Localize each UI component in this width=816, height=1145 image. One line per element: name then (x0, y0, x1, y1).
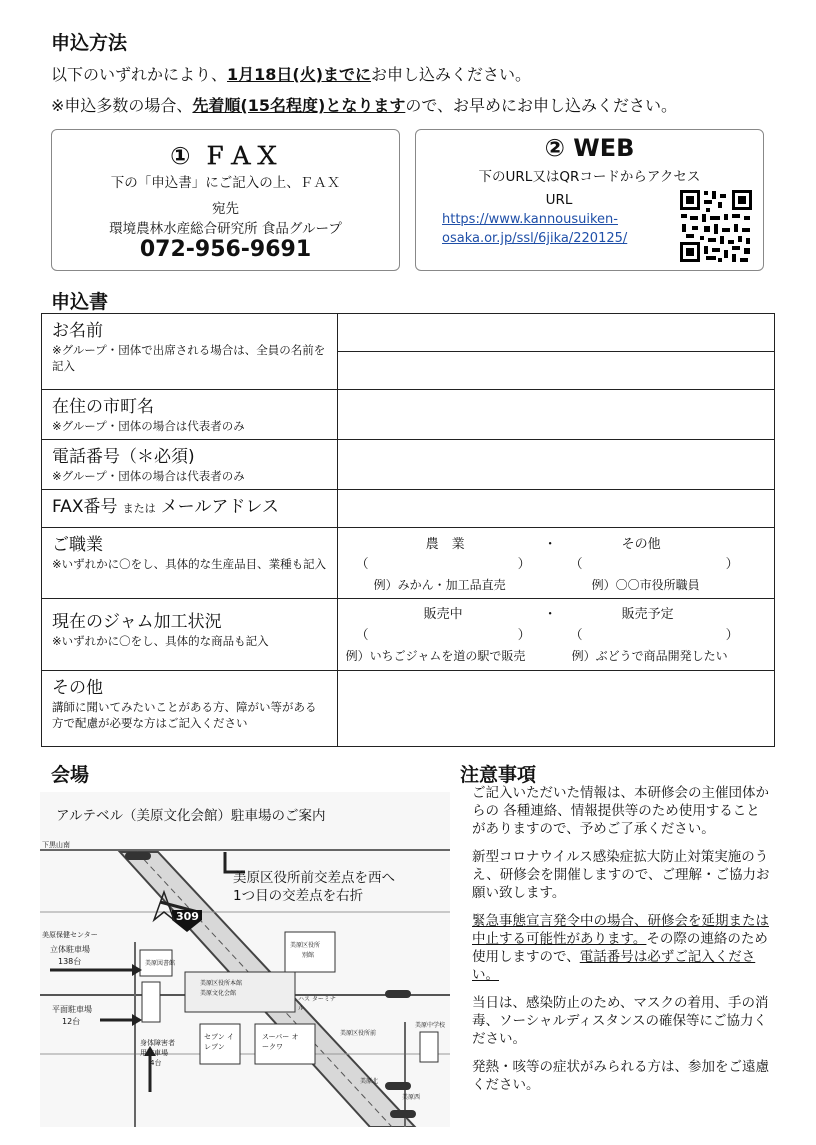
jam-example-2: 例）ぶどうで商品開発したい (571, 649, 728, 663)
note-3-mid: その際の連絡のため使用しますので、 (472, 931, 768, 965)
fax-number: 072-956-9691 (139, 237, 312, 262)
jam-opt-dot: ・ (543, 607, 557, 622)
map-label-d: 138台 (58, 957, 82, 966)
job-paren-open-2: （ (569, 557, 583, 572)
fax-desc: 下の「申込書」にご記入の上、ＦＡＸ (110, 175, 341, 191)
name-divider (338, 351, 774, 352)
map-label-j: ハス ターミナル (298, 996, 336, 1012)
venue-map (40, 792, 450, 1127)
map-label-f: 美原区役所 (290, 942, 321, 949)
other-label: その他 (52, 678, 103, 698)
job-paren-close-1: ） (517, 557, 531, 572)
name-label-cell (42, 314, 338, 390)
map-label-n: 用駐車場 (140, 1049, 168, 1057)
name-label: お名前 (52, 321, 103, 341)
faxmail-label-c: メールアドレス (160, 497, 279, 517)
map-label-c: 立体駐車場 (50, 945, 90, 954)
map-title: アルテベル（美原文化会館）駐車場のご案内 (56, 808, 326, 824)
other-note: 講師に聞いてみたいことがある方、障がい等がある方で配慮が必要な方はご記入ください (52, 700, 317, 730)
capacity-bold: 先着順(15名程度)となります (192, 96, 406, 115)
notes-list (472, 784, 772, 1104)
application-form (41, 313, 775, 747)
phone-label: 電話番号（＊必須) (52, 447, 195, 467)
map-label-e: 美原図書館 (145, 960, 176, 967)
map-label-q: スーパー オークワ (262, 1033, 299, 1051)
faxmail-input-cell[interactable] (337, 490, 774, 528)
phone-input-cell[interactable] (337, 440, 774, 490)
url-label: URL (545, 192, 573, 208)
jam-opt-planned[interactable]: 販売予定 (621, 607, 674, 622)
note-2: 新型コロナウイルス感染症拡大防止対策実施のうえ、研修会を開催しますので、ご理解・ご協力お願い致します。 (472, 849, 770, 901)
map-label-l: 12台 (62, 1017, 81, 1026)
map-label-h: 美原区役所本館 (200, 980, 243, 987)
fax-to-label: 宛先 (212, 201, 239, 217)
note-3-underline-2: 電話番号は必ずご記入ください。 (472, 949, 756, 983)
name-input-cell[interactable] (337, 314, 774, 390)
deadline-line (51, 62, 531, 85)
map-label-r: 美原区役所前 (340, 1030, 377, 1037)
phone-note: ※グループ・団体の場合は代表者のみ (52, 469, 245, 483)
map-label-u: 美原西 (402, 1094, 421, 1101)
map-label-s: 美原中学校 (415, 1022, 446, 1029)
note-4: 当日は、感染防止のため、マスクの着用、手の消毒、ソーシャルディスタンスの確保等にご協力ください。 (472, 995, 769, 1047)
method-heading: 申込方法 (51, 32, 128, 54)
map-label-t: 美原北 (360, 1078, 379, 1085)
city-input-cell[interactable] (337, 390, 774, 440)
faxmail-label-a: FAX番号 (52, 497, 118, 517)
faxmail-label-b: または (122, 502, 156, 515)
job-example-1: 例）みかん・加工品直売 (373, 578, 506, 592)
city-label: 在住の市町名 (52, 397, 154, 417)
job-opt-farming[interactable]: 農 業 (425, 537, 465, 552)
note-3-underline-1: 緊急事態宣言発令中の場合、研修会を延期または中止する可能性があります。 (472, 913, 769, 947)
phone-label-cell (42, 440, 338, 490)
other-label-cell (42, 671, 338, 747)
city-label-cell (42, 390, 338, 440)
map-graphic (40, 792, 450, 1127)
fax-title: ① ＦＡＸ (170, 142, 281, 170)
web-box (415, 129, 764, 271)
job-paren-close-2: ） (725, 557, 739, 572)
map-label-m: 身体障害者 (140, 1039, 175, 1047)
faxmail-label-cell (42, 490, 338, 528)
map-label-k: 平面駐車場 (52, 1005, 92, 1014)
job-example-2: 例）〇〇市役所職員 (591, 578, 700, 592)
job-opt-dot: ・ (543, 537, 557, 552)
map-label-p: セブン イレブン (204, 1033, 234, 1051)
jam-paren-open-1: （ (355, 628, 369, 643)
jam-example-1: 例）いちごジャムを道の駅で販売 (345, 649, 526, 663)
deadline-post: お申し込みください。 (371, 65, 532, 84)
capacity-line (51, 93, 677, 116)
job-note: ※いずれかに〇をし、具体的な生産品目、業種も記入 (52, 557, 327, 571)
note-1: ご記入いただいた情報は、本研修会の主催団体からの 各種連絡、情報提供等のため使用することがありますので、予めご了承ください。 (472, 785, 769, 837)
notes-heading: 注意事項 (460, 764, 537, 786)
capacity-pre: ※申込多数の場合、 (51, 96, 193, 115)
job-paren-open-1: （ (355, 557, 369, 572)
jam-input-cell[interactable] (337, 599, 774, 671)
map-direction-1: 美原区役所前交差点を西へ (233, 870, 395, 886)
deadline-pre: 以下のいずれかにより、 (51, 65, 228, 84)
note-5: 発熱・咳等の症状がみられる方は、参加をご遠慮ください。 (472, 1059, 769, 1093)
jam-opt-selling[interactable]: 販売中 (423, 607, 463, 622)
job-label-cell (42, 528, 338, 599)
venue-heading: 会場 (51, 764, 90, 786)
web-desc: 下のURL又はQRコードからアクセス (478, 169, 701, 185)
deadline-date: 1月18日(火)までに (227, 65, 372, 84)
jam-note: ※いずれかに〇をし、具体的な商品も記入 (52, 634, 269, 648)
jam-label: 現在のジャム加工状況 (52, 612, 222, 632)
note-3 (472, 912, 772, 984)
fax-org: 環境農林水産総合研究所 食品グループ (109, 221, 342, 237)
web-title: ② WEB (544, 134, 635, 162)
map-label-o: 4台 (150, 1059, 162, 1067)
other-input-cell[interactable] (337, 671, 774, 747)
qr-code-icon[interactable] (678, 188, 754, 264)
job-input-cell[interactable] (337, 528, 774, 599)
map-label-a: 下黒山南 (42, 841, 70, 849)
map-direction-2: 1つ目の交差点を右折 (233, 888, 364, 904)
city-note: ※グループ・団体の場合は代表者のみ (52, 419, 245, 433)
jam-paren-close-2: ） (725, 628, 739, 643)
url-link-line2[interactable]: osaka.or.jp/ssl/6jika/220125/ (442, 231, 628, 246)
capacity-post: ので、お早めにお申し込みください。 (405, 96, 678, 115)
fax-box (51, 129, 400, 271)
form-heading: 申込書 (51, 291, 109, 313)
job-opt-other[interactable]: その他 (621, 537, 661, 552)
map-label-b: 美原保健センター (42, 931, 98, 939)
jam-label-cell (42, 599, 338, 671)
job-label: ご職業 (52, 535, 103, 555)
route-309-badge: 309 (176, 910, 199, 923)
map-label-g: 別館 (302, 952, 315, 959)
name-note: ※グループ・団体で出席される場合は、全員の名前を記入 (52, 343, 326, 373)
jam-paren-close-1: ） (517, 628, 531, 643)
map-label-i: 美原文化会館 (200, 990, 237, 997)
url-link-line1[interactable]: https://www.kannousuiken- (442, 212, 618, 227)
jam-paren-open-2: （ (569, 628, 583, 643)
